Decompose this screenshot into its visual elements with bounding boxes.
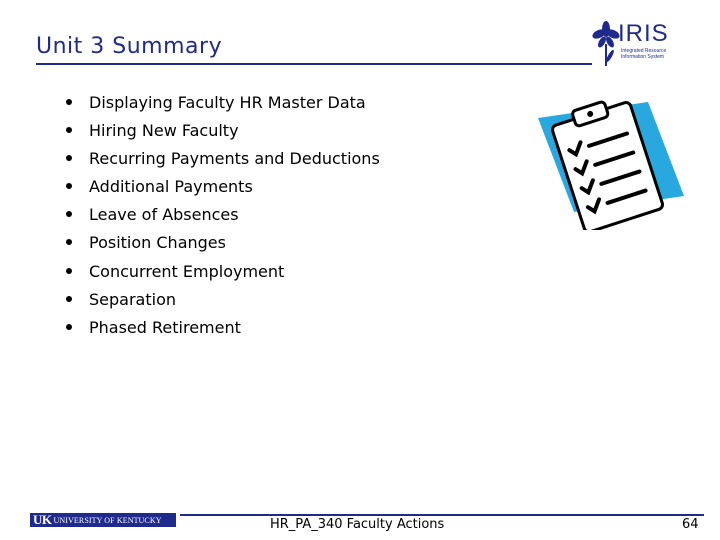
bullet-text: Additional Payments xyxy=(89,177,253,197)
page-number: 64 xyxy=(682,517,699,532)
university-name: UNIVERSITY OF KENTUCKY xyxy=(53,515,162,525)
bullet-text: Hiring New Faculty xyxy=(89,121,239,141)
bullet-dot xyxy=(66,155,72,161)
bullet-text: Displaying Faculty HR Master Data xyxy=(89,93,366,112)
bullet-item xyxy=(62,118,380,146)
bullet-dot xyxy=(66,127,72,133)
bullet-item xyxy=(62,230,380,258)
summary-bullet-list xyxy=(62,90,380,343)
bullet-dot xyxy=(66,324,72,330)
university-logo xyxy=(30,513,176,527)
bullet-item xyxy=(62,259,380,287)
bullet-text: Position Changes xyxy=(89,233,226,253)
bullet-item xyxy=(62,174,380,202)
iris-logo-wordmark: IRIS xyxy=(618,20,669,47)
bullet-item xyxy=(62,90,380,118)
bullet-text: Recurring Payments and Deductions xyxy=(89,149,380,169)
university-abbrev: UK xyxy=(33,512,52,527)
footer-divider xyxy=(180,514,704,516)
bullet-item xyxy=(62,287,380,315)
clipboard-checklist-icon xyxy=(536,100,686,230)
bullet-item xyxy=(62,315,380,343)
iris-logo xyxy=(592,20,672,68)
slide-title: Unit 3 Summary xyxy=(36,34,223,59)
bullet-dot xyxy=(66,239,72,245)
bullet-text: Leave of Absences xyxy=(89,205,239,225)
bullet-dot xyxy=(66,183,72,189)
iris-logo-subtitle: Integrated Resource Information System xyxy=(621,48,667,60)
bullet-text: Phased Retirement xyxy=(89,317,241,337)
bullet-dot xyxy=(66,211,72,217)
title-underline xyxy=(36,63,592,65)
iris-flower-icon xyxy=(592,20,620,68)
bullet-text: Concurrent Employment xyxy=(89,261,285,281)
bullet-item xyxy=(62,202,380,230)
footer-course-label: HR_PA_340 Faculty Actions xyxy=(270,517,445,532)
bullet-dot xyxy=(66,268,72,274)
bullet-text: Separation xyxy=(89,289,176,309)
bullet-dot xyxy=(66,296,72,302)
bullet-dot xyxy=(66,99,72,105)
bullet-item xyxy=(62,146,380,174)
